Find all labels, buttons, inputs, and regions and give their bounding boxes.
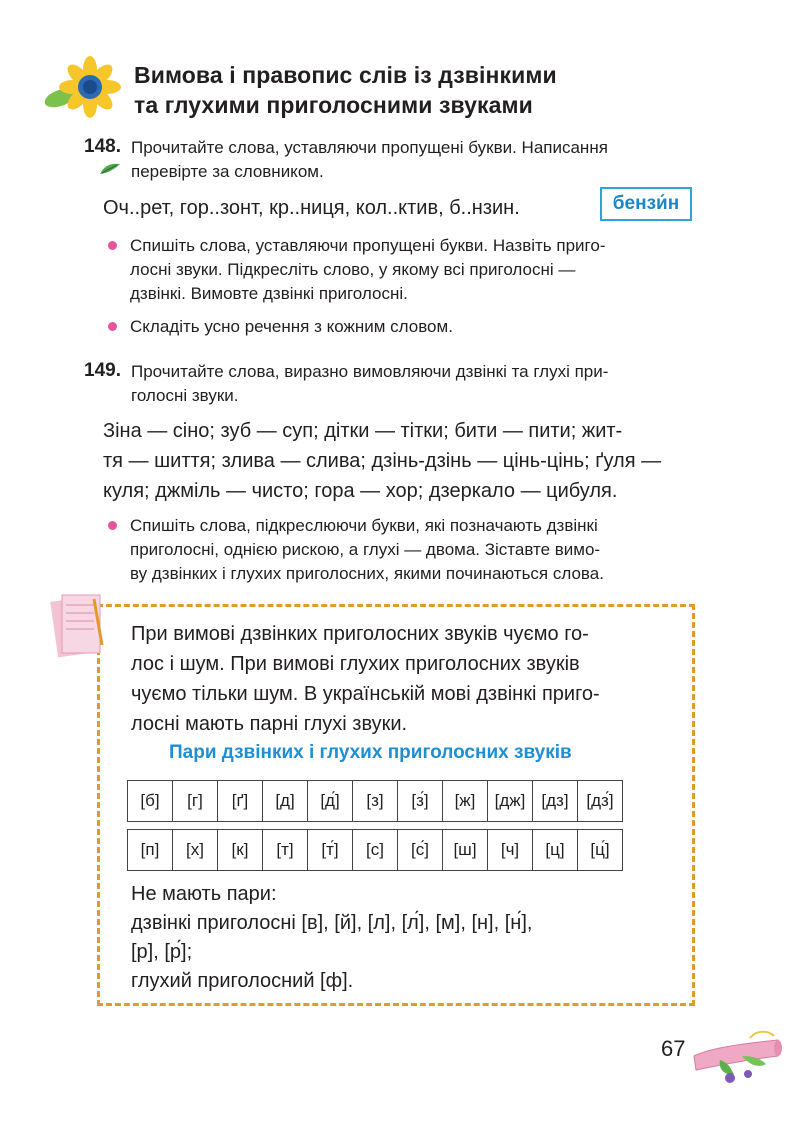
- subtask-line: приголосні, однією рискою, а глухі — двома. Зіставте вимо-: [130, 540, 601, 559]
- voiceless-sound-cell: [т́]: [308, 829, 353, 871]
- book-icon: [48, 585, 108, 665]
- voiceless-sound-cell: [с]: [353, 829, 398, 871]
- no-pairs-line: Не мають пари:: [131, 883, 277, 905]
- exercise-number: 149.: [84, 360, 121, 381]
- exercise-task: [131, 136, 608, 184]
- exercise-subtask: Складіть усно речення з кожним словом.: [130, 317, 453, 336]
- lesson-title-line: Вимова і правопис слів із дзвінкими: [134, 62, 557, 88]
- voiceless-sound-cell: [ш]: [443, 829, 488, 871]
- task-line: перевірте за словником.: [131, 162, 324, 181]
- pen-icon: [99, 162, 121, 176]
- subtask-line: Спишіть слова, підкреслюючи букви, які позначають дзвінкі: [130, 516, 598, 535]
- exercise-task: [131, 360, 608, 408]
- lesson-title: [134, 60, 557, 120]
- bullet-icon: [108, 521, 117, 530]
- voiceless-sound-cell: [т]: [263, 829, 308, 871]
- voiced-sound-cell: [г]: [173, 780, 218, 822]
- voiced-sound-cell: [дз]: [533, 780, 578, 822]
- bullet-icon: [108, 241, 117, 250]
- rule-line: лосні мають парні глухі звуки.: [131, 713, 408, 735]
- words-line: куля; джміль — чисто; гора — хор; дзеркало — цибуля.: [103, 480, 618, 502]
- words-line: Зіна — сіно; зуб — суп; дітки — тітки; бити — пити; жит-: [103, 420, 623, 442]
- voiceless-sound-cell: [ц́]: [578, 829, 623, 871]
- scroll-icon: [690, 1026, 782, 1084]
- pairs-table-title: Пари дзвінких і глухих приголосних звуків: [169, 742, 572, 763]
- voiced-sound-cell: [з́]: [398, 780, 443, 822]
- task-line: Прочитайте слова, уставляючи пропущені букви. Написання: [131, 138, 608, 157]
- voiced-sound-cell: [з]: [353, 780, 398, 822]
- rule-line: чуємо тільки шум. В українській мові дзвінкі приго-: [131, 683, 600, 705]
- no-pairs-line: дзвінкі приголосні [в], [й], [л], [л́], [м], [н], [н́],: [131, 912, 533, 934]
- subtask-line: Спишіть слова, уставляючи пропущені букви. Назвіть приго-: [130, 236, 606, 255]
- sunflower-icon: [42, 54, 126, 118]
- voiced-row: [127, 780, 623, 822]
- voiced-sound-cell: [дж]: [488, 780, 533, 822]
- voiced-sound-cell: [ґ]: [218, 780, 263, 822]
- exercise-subtask: [130, 514, 604, 586]
- voiceless-sound-cell: [к]: [218, 829, 263, 871]
- no-pairs-line: [р], [р́];: [131, 941, 193, 963]
- exercise-number: 148.: [84, 136, 121, 157]
- dictionary-word-box: бензи́н: [600, 187, 692, 221]
- voiceless-row: [127, 829, 623, 871]
- rule-text: [131, 619, 676, 739]
- voiced-sound-cell: [б]: [127, 780, 173, 822]
- exercise-words: [103, 416, 703, 506]
- lesson-title-line: та глухими приголосними звуками: [134, 92, 533, 118]
- voiced-sound-cell: [дз́]: [578, 780, 623, 822]
- voiceless-sound-cell: [п]: [127, 829, 173, 871]
- rule-line: лос і шум. При вимові глухих приголосних звуків: [131, 653, 580, 675]
- voiceless-sound-cell: [с́]: [398, 829, 443, 871]
- no-pairs-text: [131, 880, 681, 996]
- voiceless-sound-cell: [х]: [173, 829, 218, 871]
- page-number: 67: [661, 1036, 686, 1061]
- bullet-icon: [108, 322, 117, 331]
- subtask-line: дзвінкі. Вимовте дзвінкі приголосні.: [130, 284, 408, 303]
- voiced-sound-cell: [д]: [263, 780, 308, 822]
- voiceless-sound-cell: [ц]: [533, 829, 578, 871]
- words-line: тя — шиття; злива — слива; дзінь-дзінь — цінь-цінь; ґуля —: [103, 450, 662, 472]
- voiceless-sound-cell: [ч]: [488, 829, 533, 871]
- exercise-subtask: [130, 234, 606, 306]
- voiced-sound-cell: [ж]: [443, 780, 488, 822]
- subtask-line: лосні звуки. Підкресліть слово, у якому всі приголосні —: [130, 260, 576, 279]
- task-line: Прочитайте слова, виразно вимовляючи дзвінкі та глухі при-: [131, 362, 609, 381]
- no-pairs-line: глухий приголосний [ф].: [131, 970, 354, 992]
- exercise-words: Оч..рет, гор..зонт, кр..ниця, кол..ктив, б..нзин.: [103, 197, 520, 219]
- subtask-line: ву дзвінких і глухих приголосних, якими починаються слова.: [130, 564, 604, 583]
- voiced-sound-cell: [д́]: [308, 780, 353, 822]
- pairs-table: [127, 780, 623, 871]
- rule-line: При вимові дзвінких приголосних звуків чуємо го-: [131, 623, 589, 645]
- task-line: голосні звуки.: [131, 386, 239, 405]
